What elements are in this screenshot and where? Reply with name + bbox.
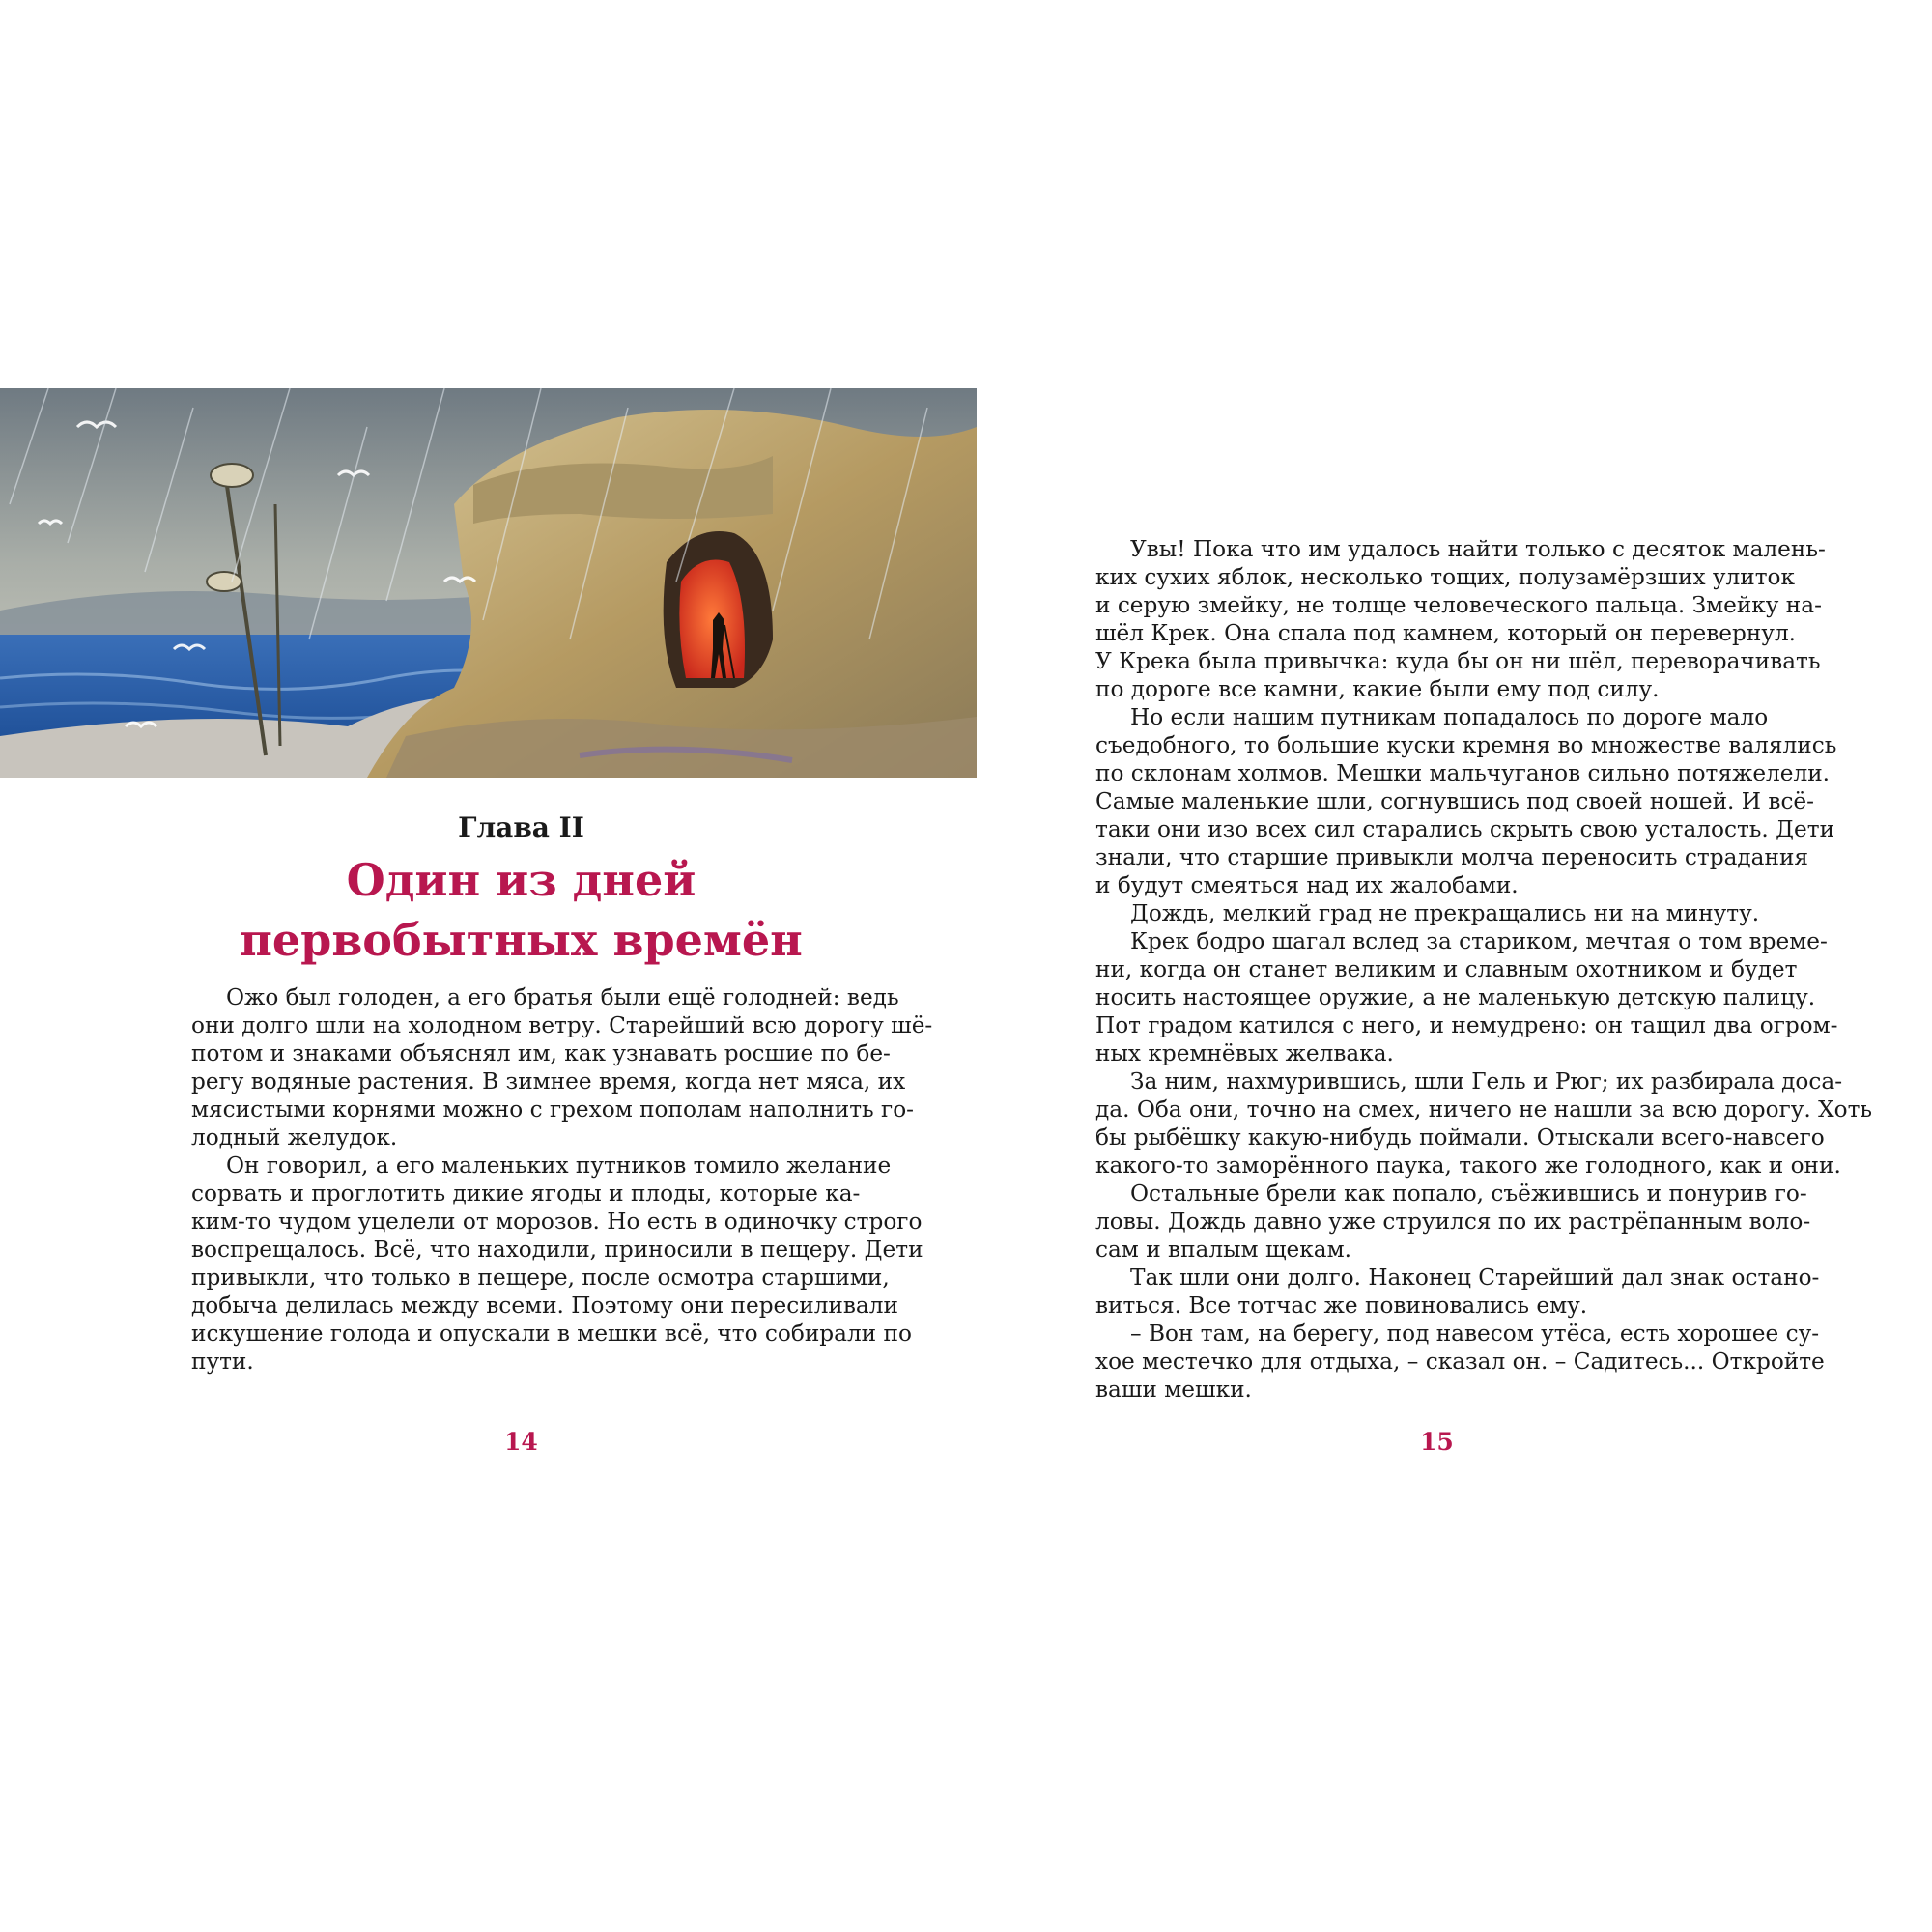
chapter-illustration: [0, 388, 977, 778]
text-line: Крек бодро шагал вслед за стариком, мечтая о том време-: [1130, 928, 1828, 954]
text-line: мясистыми корнями можно с грехом пополам наполнить го-: [191, 1096, 914, 1122]
text-line: добыча делилась между всеми. Поэтому они пересиливали: [191, 1293, 898, 1319]
text-line: пути.: [191, 1349, 254, 1375]
text-line: Так шли они долго. Наконец Старейший дал знак остано-: [1130, 1264, 1820, 1291]
text-line: виться. Все тотчас же повиновались ему.: [1095, 1293, 1588, 1319]
chapter-title: [0, 850, 1042, 970]
text-line: они долго шли на холодном ветру. Старейший всю дорогу шё-: [191, 1012, 933, 1038]
illustration-cave-by-sea: [0, 388, 977, 778]
text-line: по склонам холмов. Мешки мальчуганов сильно потяжелели.: [1095, 760, 1831, 786]
text-line: ни, когда он станет великим и славным охотником и будет: [1095, 956, 1798, 982]
text-line: ных кремнёвых желвака.: [1095, 1040, 1394, 1066]
chapter-title-line-2: первобытных времён: [240, 914, 803, 966]
text-line: да. Оба они, точно на смех, ничего не нашли за всю дорогу. Хоть: [1095, 1096, 1873, 1122]
text-line: регу водяные растения. В зимнее время, когда нет мяса, их: [191, 1068, 906, 1094]
text-line: ваши мешки.: [1095, 1377, 1252, 1403]
text-line: и серую змейку, не толще человеческого пальца. Змейку на-: [1095, 592, 1822, 618]
chapter-title-line-1: Один из дней: [346, 854, 696, 906]
text-line: потом и знаками объяснял им, как узнавать росшие по бе-: [191, 1040, 891, 1066]
page-number-right: 15: [1420, 1428, 1454, 1456]
text-line: съедобного, то большие куски кремня во множестве валялись: [1095, 732, 1837, 758]
text-line: Но если нашим путникам попадалось по дороге мало: [1130, 704, 1769, 730]
right-page: [966, 0, 1932, 1932]
text-line: ловы. Дождь давно уже струился по их растрёпанным воло-: [1095, 1208, 1811, 1235]
text-line: по дороге все камни, какие были ему под силу.: [1095, 676, 1660, 702]
text-line: хое местечко для отдыха, – сказал он. – Садитесь... Откройте: [1095, 1349, 1825, 1375]
text-line: ких сухих яблок, несколько тощих, полузамёрзших улиток: [1095, 564, 1795, 590]
text-line: таки они изо всех сил старались скрыть свою усталость. Дети: [1095, 816, 1835, 842]
text-line: – Вон там, на берегу, под навесом утёса, есть хорошее су-: [1130, 1321, 1820, 1347]
text-line: Дождь, мелкий град не прекращались ни на минуту.: [1130, 900, 1760, 926]
text-line: Он говорил, а его маленьких путников томило желание: [226, 1152, 892, 1179]
text-line: привыкли, что только в пещере, после осмотра старшими,: [191, 1264, 890, 1291]
text-line: носить настоящее оружие, а не маленькую детскую палицу.: [1095, 984, 1816, 1010]
chapter-label: Глава II: [458, 811, 584, 843]
text-line: и будут смеяться над их жалобами.: [1095, 872, 1519, 898]
text-line: шёл Крек. Она спала под камнем, который он перевернул.: [1095, 620, 1797, 646]
text-line: искушение голода и опускали в мешки всё, что собирали по: [191, 1321, 912, 1347]
text-line: Увы! Пока что им удалось найти только с десяток малень-: [1130, 536, 1826, 562]
text-line: У Крека была привычка: куда бы он ни шёл, переворачивать: [1095, 648, 1821, 674]
text-line: бы рыбёшку какую-нибудь поймали. Отыскали всего-навсего: [1095, 1124, 1825, 1151]
left-body-text: [191, 983, 933, 1376]
text-line: сам и впалым щекам.: [1095, 1236, 1351, 1263]
text-line: лодный желудок.: [191, 1124, 398, 1151]
text-line: воспрещалось. Всё, что находили, приносили в пещеру. Дети: [191, 1236, 923, 1263]
text-line: какого-то заморённого паука, такого же голодного, как и они.: [1095, 1152, 1841, 1179]
right-body-text: [1095, 535, 1873, 1404]
page-number-left: 14: [504, 1428, 538, 1456]
text-line: знали, что старшие привыкли молча переносить страдания: [1095, 844, 1809, 870]
text-line: Самые маленькие шли, согнувшись под своей ношей. И всё-: [1095, 788, 1814, 814]
text-line: Остальные брели как попало, съёжившись и понурив го-: [1130, 1180, 1807, 1207]
text-line: За ним, нахмурившись, шли Гель и Рюг; их разбирала доса-: [1130, 1068, 1843, 1094]
text-line: сорвать и проглотить дикие ягоды и плоды, которые ка-: [191, 1180, 861, 1207]
text-line: ким-то чудом уцелели от морозов. Но есть в одиночку строго: [191, 1208, 923, 1235]
text-line: Ожо был голоден, а его братья были ещё голодней: ведь: [226, 984, 899, 1010]
text-line: Пот градом катился с него, и немудрено: он тащил два огром-: [1095, 1012, 1838, 1038]
